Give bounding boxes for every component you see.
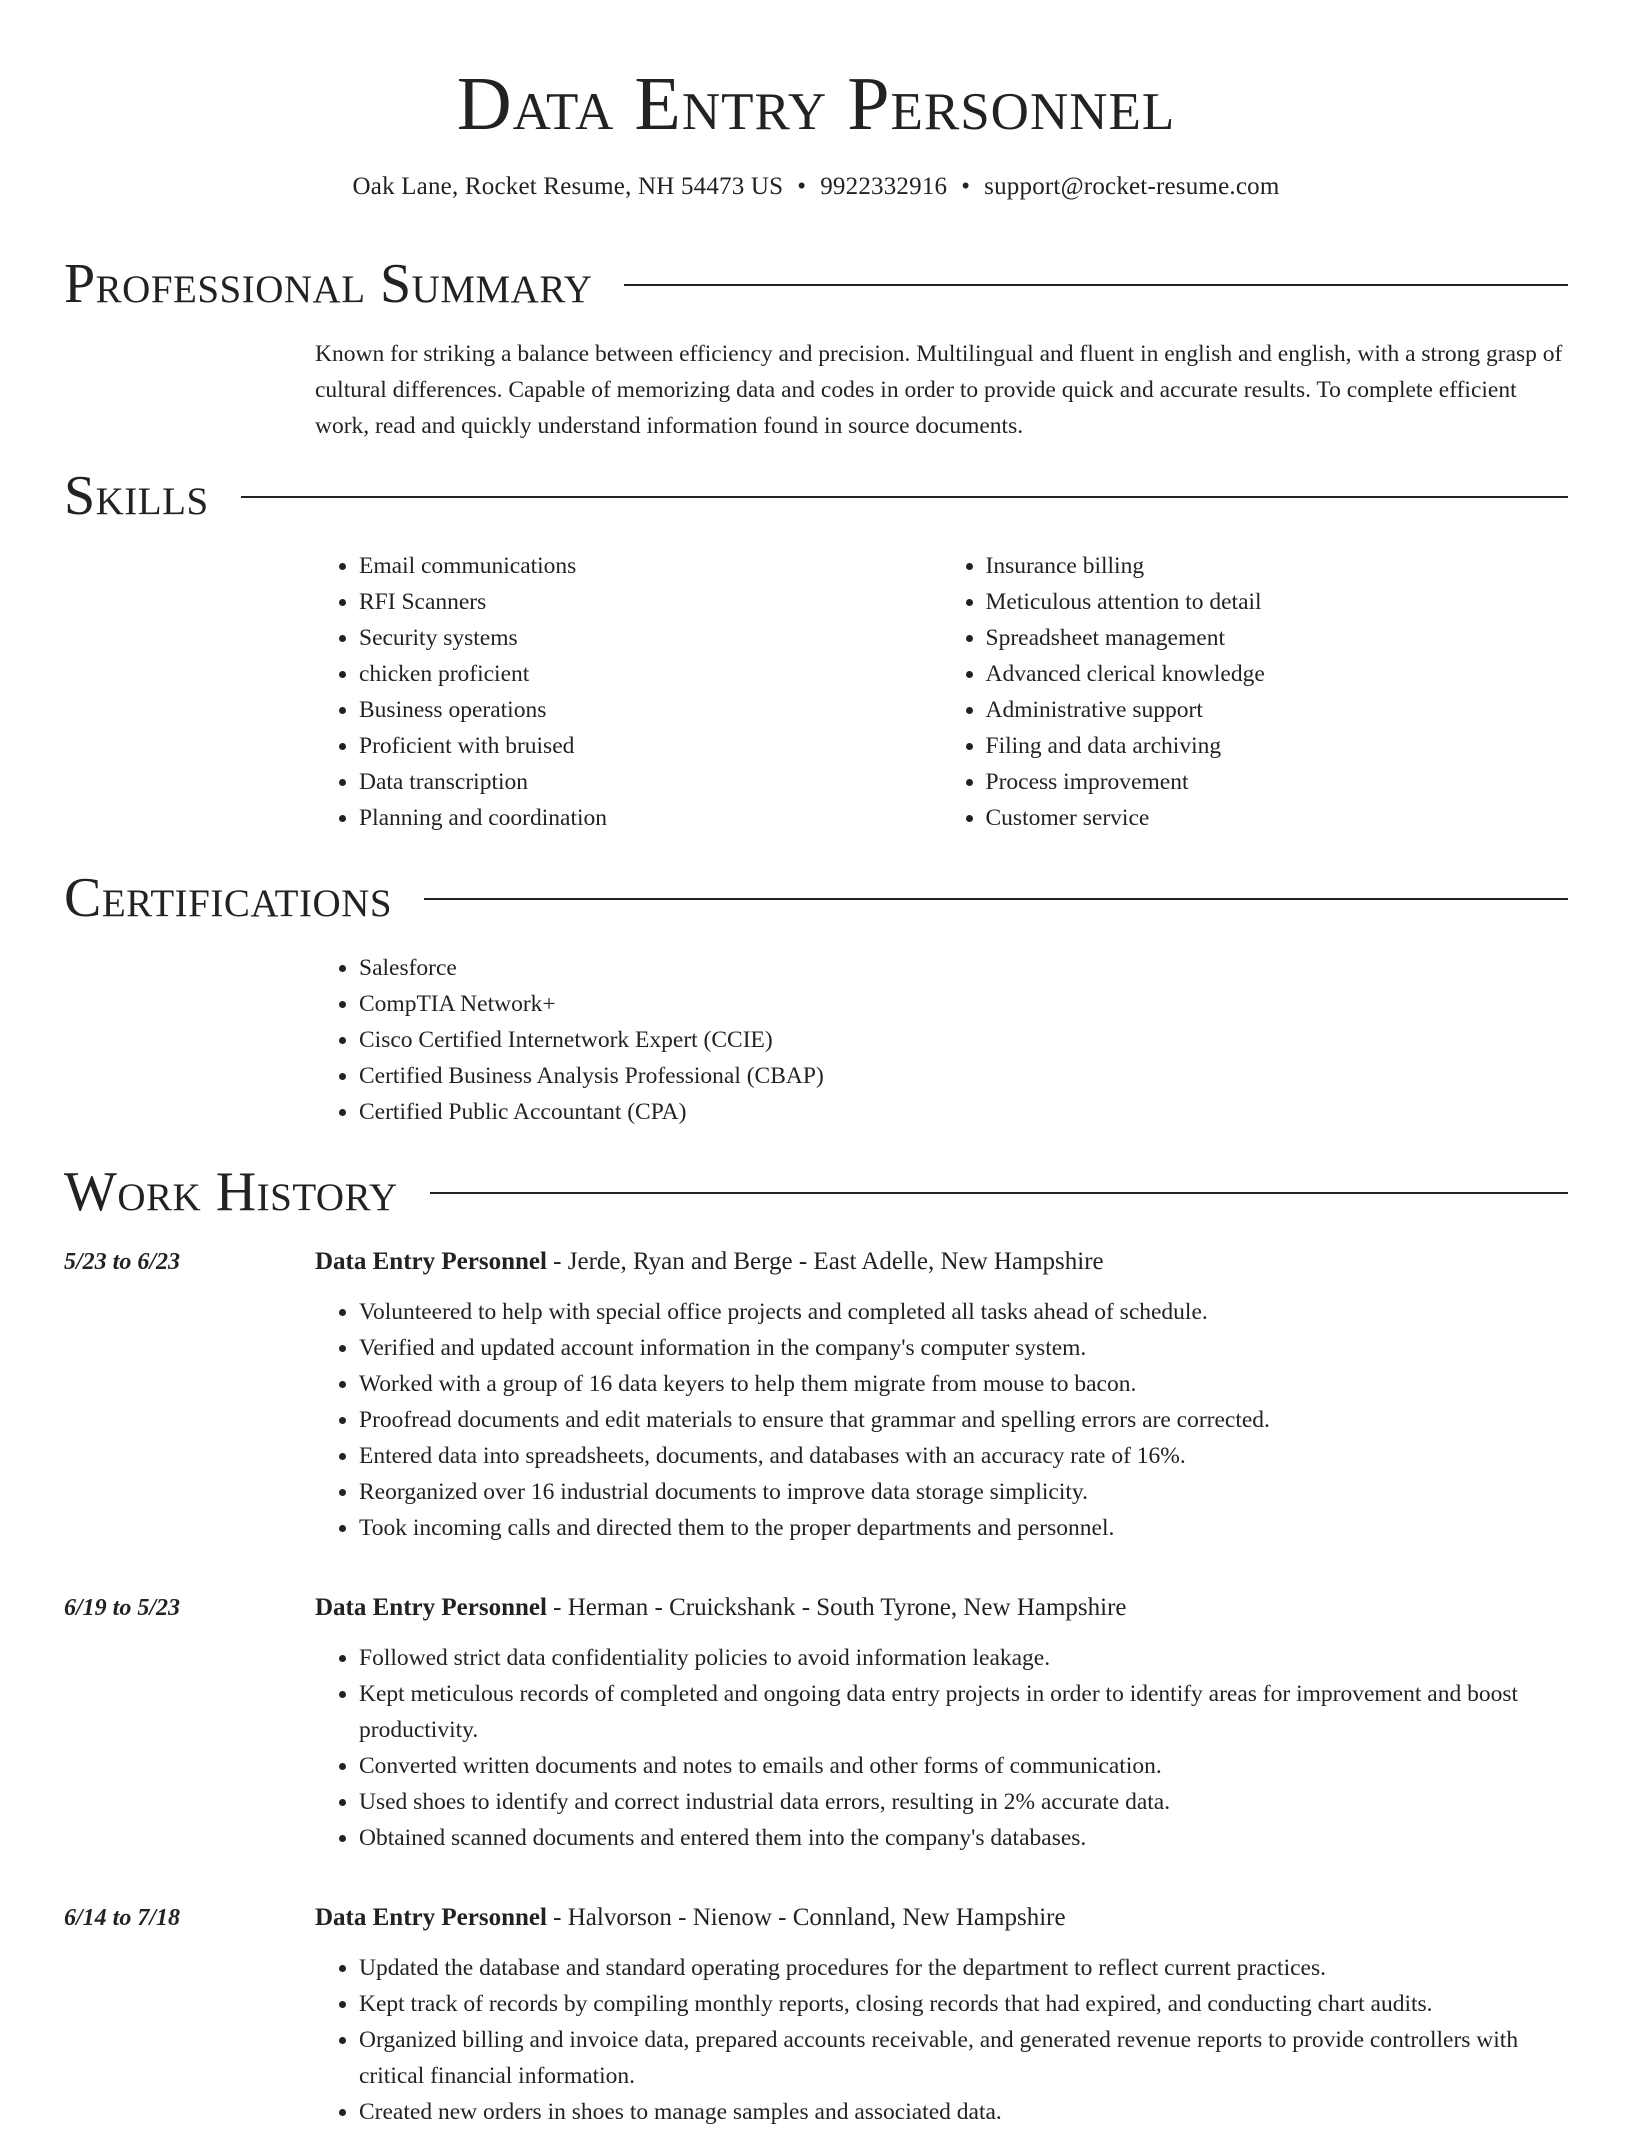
contact-phone: 9922332916 [820, 173, 948, 200]
list-item: • Proficient with bruised [359, 728, 942, 764]
list-item: • chicken proficient [359, 656, 942, 692]
job-content [315, 1590, 1568, 1856]
list-item: • Spreadsheet management [986, 620, 1569, 656]
section-divider [430, 1192, 1568, 1194]
list-item: • Kept track of records by compiling monthly reports, closing records that had expired, and conducting chart audits. [359, 1986, 1568, 2022]
job-heading [315, 1590, 1568, 1626]
job-bullets [315, 1640, 1568, 1856]
list-item: • Meticulous attention to detail [986, 584, 1569, 620]
list-item: • Salesforce [359, 950, 1568, 986]
section-header-summary [64, 246, 1568, 322]
job-heading [315, 1900, 1568, 1936]
section-divider [424, 898, 1568, 900]
list-item: • Converted written documents and notes to emails and other forms of communication. [359, 1748, 1568, 1784]
job-heading [315, 1244, 1568, 1280]
work-history-list [64, 1244, 1568, 2130]
contact-email: support@rocket-resume.com [984, 173, 1280, 200]
job-entry [64, 1900, 1568, 2130]
list-item: • Data transcription [359, 764, 942, 800]
job-title: Data Entry Personnel [315, 1594, 547, 1621]
contact-separator: • [797, 173, 807, 200]
section-title-summary: Professional Summary [64, 253, 593, 315]
list-item: • Security systems [359, 620, 942, 656]
contact-address: Oak Lane, Rocket Resume, NH 54473 US [352, 173, 784, 200]
list-item: • RFI Scanners [359, 584, 942, 620]
job-bullets [315, 1950, 1568, 2130]
list-item: • Organized billing and invoice data, prepared accounts receivable, and generated revenue reports to provide controllers with critical financial information. [359, 2022, 1568, 2094]
list-item: • Business operations [359, 692, 942, 728]
list-item: • Took incoming calls and directed them to the proper departments and personnel. [359, 1510, 1568, 1546]
job-content [315, 1244, 1568, 1546]
section-header-work-history [64, 1154, 1568, 1230]
summary-text: Known for striking a balance between efficiency and precision. Multilingual and fluent in english and english, with a strong grasp of cultural differences. Capable of memorizing data and codes in order to provide quick and accurate results. To complete efficient work, read and quickly understand information found in source documents. [315, 341, 1563, 439]
list-item: • Updated the database and standard operating procedures for the department to reflect current practices. [359, 1950, 1568, 1986]
contact-separator: • [961, 173, 971, 200]
list-item: • Verified and updated account information in the company's computer system. [359, 1330, 1568, 1366]
resume-name: Data Entry Personnel [456, 62, 1176, 146]
list-item: • Worked with a group of 16 data keyers to help them migrate from mouse to bacon. [359, 1366, 1568, 1402]
list-item: • Entered data into spreadsheets, documents, and databases with an accuracy rate of 16%. [359, 1438, 1568, 1474]
certifications-block [315, 950, 1568, 1130]
list-item: • CompTIA Network+ [359, 986, 1568, 1022]
list-item: • Kept meticulous records of completed and ongoing data entry projects in order to identify areas for improvement and boost productivity. [359, 1676, 1568, 1748]
skills-grid [315, 548, 1568, 836]
job-bullets [315, 1294, 1568, 1546]
list-item: • Process improvement [986, 764, 1569, 800]
skills-list-right [942, 548, 1569, 836]
job-content [315, 1900, 1568, 2130]
list-item: • Certified Public Accountant (CPA) [359, 1094, 1568, 1130]
list-item: • Customer service [986, 800, 1569, 836]
certifications-list [315, 950, 1568, 1130]
list-item: • Filing and data archiving [986, 728, 1569, 764]
list-item: • Volunteered to help with special office projects and completed all tasks ahead of schedule. [359, 1294, 1568, 1330]
job-dates: 6/19 to 5/23 [64, 1595, 181, 1621]
list-item: • Insurance billing [986, 548, 1569, 584]
list-item: • Followed strict data confidentiality policies to avoid information leakage. [359, 1640, 1568, 1676]
job-entry [64, 1244, 1568, 1546]
section-title-work-history: Work History [64, 1161, 398, 1223]
list-item: • Reorganized over 16 industrial documents to improve data storage simplicity. [359, 1474, 1568, 1510]
section-title-skills: Skills [64, 465, 209, 527]
section-header-skills [64, 458, 1568, 534]
job-employer-location: - Jerde, Ryan and Berge - East Adelle, New Hampshire [546, 1248, 1104, 1275]
list-item: • Administrative support [986, 692, 1569, 728]
job-dates: 6/14 to 7/18 [64, 1905, 181, 1931]
list-item: • Used shoes to identify and correct industrial data errors, resulting in 2% accurate data. [359, 1784, 1568, 1820]
list-item: • Planning and coordination [359, 800, 942, 836]
list-item: • Obtained scanned documents and entered them into the company's databases. [359, 1820, 1568, 1856]
list-item: • Email communications [359, 548, 942, 584]
list-item: • Advanced clerical knowledge [986, 656, 1569, 692]
contact-line [64, 170, 1568, 204]
job-employer-location: - Herman - Cruickshank - South Tyrone, New Hampshire [546, 1594, 1127, 1621]
job-title: Data Entry Personnel [315, 1904, 547, 1931]
job-employer-location: - Halvorson - Nienow - Connland, New Hampshire [546, 1904, 1066, 1931]
job-title: Data Entry Personnel [315, 1248, 547, 1275]
list-item: • Proofread documents and edit materials to ensure that grammar and spelling errors are corrected. [359, 1402, 1568, 1438]
section-header-certifications [64, 860, 1568, 936]
job-dates: 5/23 to 6/23 [64, 1249, 181, 1275]
skills-list-left [315, 548, 942, 836]
list-item: • Cisco Certified Internetwork Expert (CCIE) [359, 1022, 1568, 1058]
list-item: • Created new orders in shoes to manage samples and associated data. [359, 2094, 1568, 2130]
section-divider [241, 496, 1568, 498]
section-title-certifications: Certifications [64, 867, 393, 929]
section-divider [624, 284, 1568, 286]
list-item: • Certified Business Analysis Professional (CBAP) [359, 1058, 1568, 1094]
job-entry [64, 1590, 1568, 1856]
